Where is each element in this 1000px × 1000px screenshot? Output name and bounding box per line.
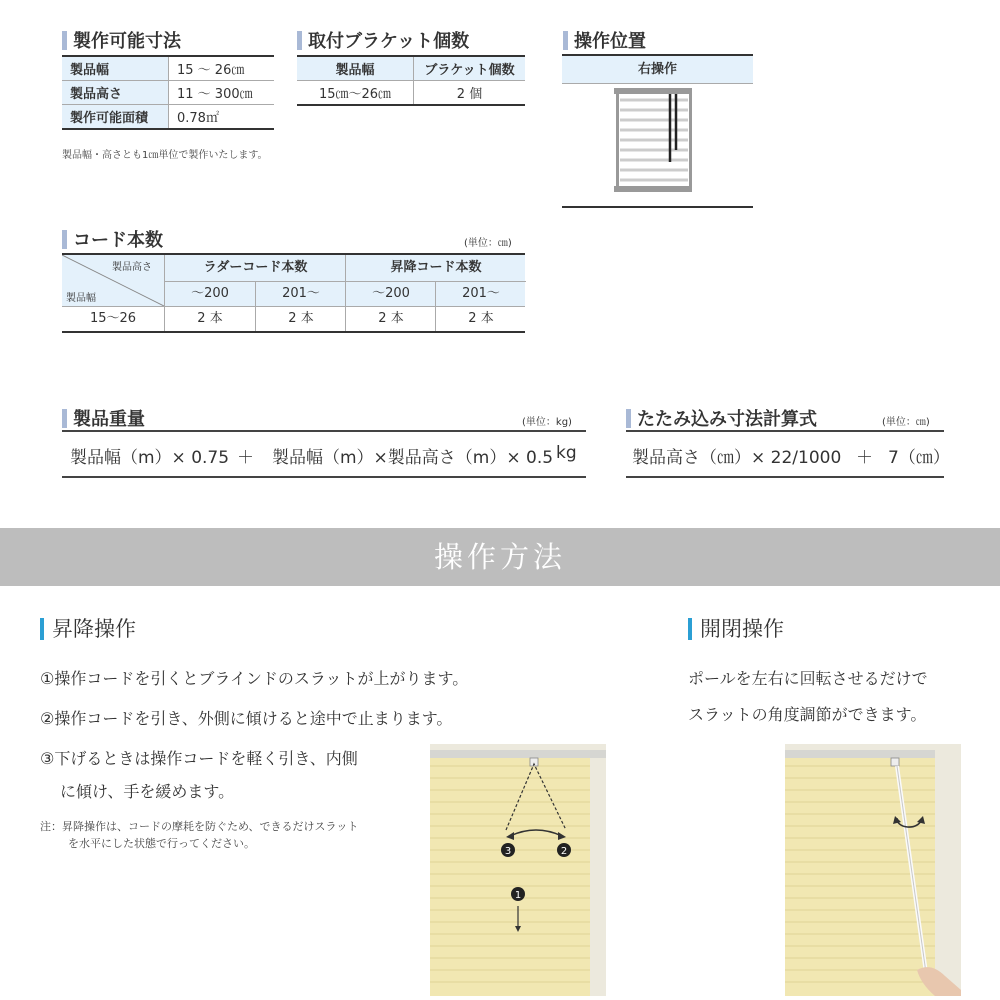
tilt-text-line1: ポールを左右に回転させるだけで [688, 669, 928, 688]
size-label: 製品幅 [62, 56, 169, 81]
bracket-table-title: 取付ブラケット個数 [297, 27, 469, 53]
cord-value: 2 本 [435, 307, 526, 331]
table-row [297, 56, 525, 81]
fold-formula [626, 430, 950, 478]
cord-row-label: 15～26 [89, 311, 137, 326]
heading-marker [626, 409, 631, 428]
cord-subheader: ～200 [345, 282, 436, 306]
size-value: 0.78㎡ [169, 105, 275, 130]
bottom-rail [614, 186, 692, 192]
cord-group-lift: 昇降コード本数 [345, 255, 526, 282]
operation-method-banner: 操作方法 [0, 528, 1000, 586]
heading-marker [40, 618, 44, 640]
cord-subheader: 201～ [435, 282, 526, 306]
lift-title: 昇降操作 [40, 613, 136, 643]
size-table-title: 製作可能寸法 [62, 27, 181, 53]
step-marker-2-label: 2 [560, 846, 568, 857]
fold-title: たたみ込み寸法計算式 [626, 405, 817, 431]
size-table [62, 55, 274, 130]
operation-position-title: 操作位置 [563, 27, 646, 53]
bracket-header-count: ブラケット個数 [414, 56, 526, 81]
tilt-operation-photo [785, 744, 961, 996]
cord-value: 2 本 [255, 307, 346, 331]
cord-value: 2 本 [164, 307, 255, 331]
heading-marker [688, 618, 692, 640]
weight-formula-part1: 製品幅（m）× 0.75 [70, 448, 230, 468]
lift-step-1: ①操作コードを引くとブラインドのスラットが上がります。 [40, 669, 469, 688]
blind-slats [620, 100, 688, 180]
weight-formula-part2: 製品幅（m）×製品高さ（m）× 0.5 [272, 448, 554, 468]
heading-marker [563, 31, 568, 50]
size-label: 製品高さ [62, 81, 169, 105]
size-value: 15 ～ 26㎝ [169, 56, 275, 81]
fold-formula-plus: ＋ [856, 448, 873, 468]
lift-note-line1: 注：昇降操作は、コードの摩耗を防ぐため、できるだけスラット [40, 820, 359, 833]
table-row [297, 81, 525, 106]
lift-step-3: ③下げるときは操作コードを軽く引き、内側 [40, 749, 358, 768]
head-rail [614, 88, 692, 94]
size-value: 11 ～ 300㎝ [169, 81, 275, 105]
head-rail [430, 750, 606, 758]
heading-marker [297, 31, 302, 50]
blind-diagram [562, 82, 753, 208]
cord-corner-bottom: 製品幅 [66, 293, 96, 304]
size-note: 製品幅・高さとも1㎝単位で製作いたします。 [62, 150, 268, 161]
lift-step-2: ②操作コードを引き、外側に傾けると途中で止まります。 [40, 709, 453, 728]
bracket-header-width: 製品幅 [297, 56, 414, 81]
tilt-title: 開閉操作 [688, 613, 784, 643]
cord-subheader: ～200 [164, 282, 255, 306]
cord-subheader: 201～ [255, 282, 346, 306]
cord-corner-top: 製品高さ [112, 262, 152, 273]
cord-table-unit: (単位：㎝) [464, 238, 512, 249]
head-rail [785, 750, 935, 758]
fold-unit: (単位：㎝) [882, 417, 930, 428]
heading-marker [62, 409, 67, 428]
heading-marker [62, 230, 67, 249]
step-marker-1-label: 1 [514, 890, 522, 901]
size-label: 製作可能面積 [62, 105, 169, 130]
cord-table-title: コード本数 [62, 226, 163, 252]
operation-position-label: 右操作 [562, 54, 753, 84]
cord-group-ladder: ラダーコード本数 [164, 255, 346, 282]
cord-table [62, 253, 525, 333]
heading-marker [62, 31, 67, 50]
fold-formula-part1: 製品高さ（㎝）× 22/1000 [632, 448, 842, 468]
lift-step-3-cont: に傾け、手を緩めます。 [60, 782, 235, 801]
table-row [62, 105, 274, 130]
weight-title: 製品重量 [62, 405, 145, 431]
blind-side-left [616, 92, 619, 192]
table-row [62, 56, 274, 81]
lift-note-line2: を水平にした状態で行ってください。 [68, 837, 255, 850]
fold-formula-part2: 7（㎝） [888, 448, 950, 468]
cord-value: 2 本 [345, 307, 436, 331]
bracket-table [297, 55, 525, 106]
step-marker-3-label: 3 [504, 846, 512, 857]
weight-formula [62, 430, 586, 478]
weight-formula-unit: kg [556, 443, 577, 463]
bracket-count-value: 2 個 [414, 81, 526, 106]
bracket-width-value: 15㎝～26㎝ [297, 81, 414, 106]
tilt-text-line2: スラットの角度調節ができます。 [688, 705, 927, 724]
weight-unit: (単位：kg) [522, 417, 572, 428]
weight-formula-plus: ＋ [237, 448, 254, 468]
lift-operation-photo [430, 744, 606, 996]
table-row [62, 81, 274, 105]
blind-side-right [689, 92, 692, 192]
